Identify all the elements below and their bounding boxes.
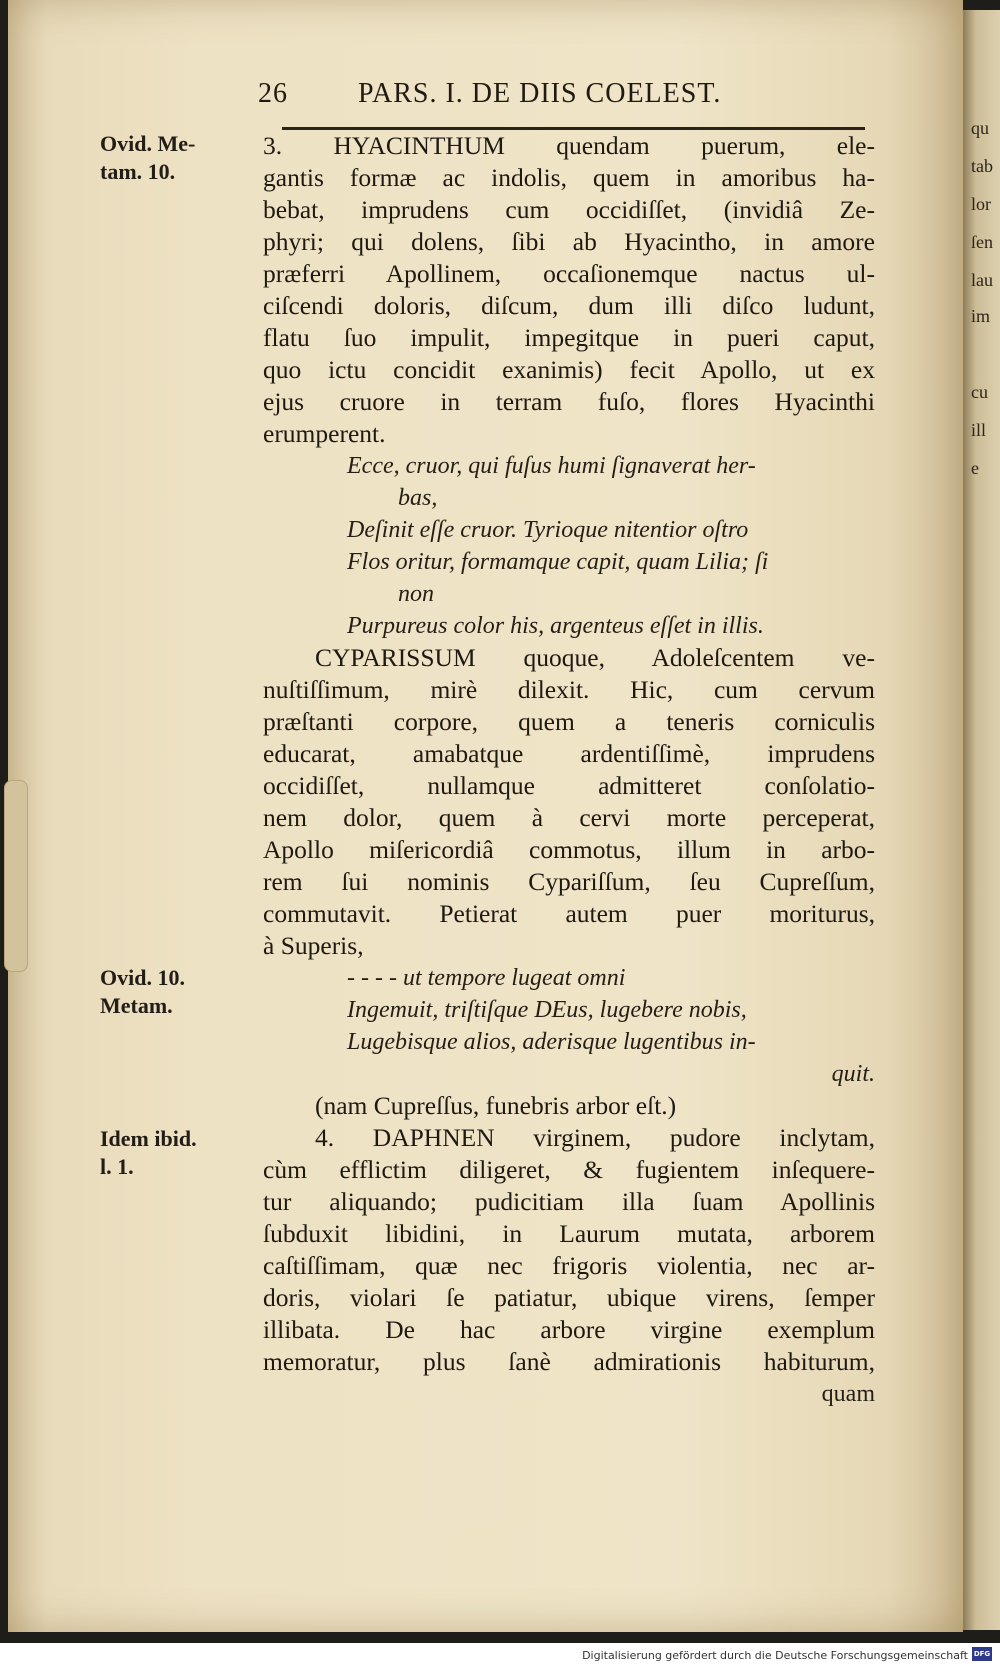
margin-note: Ovid. 10. Metam. xyxy=(100,965,185,1018)
verse-line: Ingemuit, triſtiſque DEus, lugebere nobis, xyxy=(347,997,747,1023)
text-line: doris, violari ſe patiatur, ubique virens, ſemper xyxy=(263,1283,875,1312)
verse-line: Ecce, cruor, qui fuſus humi ſignaverat her- xyxy=(347,453,756,479)
text-line: commutavit. Petierat autem puer moriturus, xyxy=(263,899,875,928)
next-page-fragment: e xyxy=(971,458,979,478)
text-line: erumperent. xyxy=(263,419,386,448)
next-page-fragment: tab xyxy=(971,156,993,176)
text-line: ciſcendi doloris, diſcum, dum illi diſco ludunt, xyxy=(263,291,875,320)
verse-line: Deſinit eſſe cruor. Tyrioque nitentior oſtro xyxy=(347,517,749,543)
margin-note: Ovid. Me- tam. 10. xyxy=(100,131,196,184)
page-tab-mark xyxy=(4,780,28,972)
text-line: nem dolor, quem à cervi morte perceperat, xyxy=(263,803,875,832)
text-line: gantis formæ ac indolis, quem in amoribus ha- xyxy=(263,163,875,192)
verse-line: non xyxy=(398,581,434,607)
text-line: memoratur, plus ſanè admirationis habiturum, xyxy=(263,1347,875,1376)
digitization-credit: Digitalisierung gefördert durch die Deutsche Forschungsgemeinschaft xyxy=(582,1649,968,1662)
running-head xyxy=(258,78,818,110)
next-page-fragment: ſen xyxy=(971,232,993,252)
text-line: cùm efflictim diligeret, & fugientem inſequere- xyxy=(263,1155,875,1184)
text-line: 3. HYACINTHUM quendam puerum, ele- xyxy=(263,131,875,160)
text-line: caſtiſſimam, quæ nec frigoris violentia, nec ar- xyxy=(263,1251,875,1280)
text-line: CYPARISSUM quoque, Adoleſcentem ve- xyxy=(315,643,875,672)
running-title: PARS. I. DE DIIS COELEST. xyxy=(358,78,722,109)
verse-line: Flos oritur, formamque capit, quam Lilia; ſi xyxy=(347,549,769,575)
text-line: bebat, imprudens cum occidiſſet, (invidiâ Ze- xyxy=(263,195,875,224)
text-line: tur aliquando; pudicitiam illa ſuam Apollinis xyxy=(263,1187,875,1216)
text-line: phyri; qui dolens, ſibi ab Hyacintho, in amore xyxy=(263,227,875,256)
text-line: quo ictu concidit exanimis) fecit Apollo, ut ex xyxy=(263,355,875,384)
body-text xyxy=(263,130,875,1410)
text-line: occidiſſet, nullamque admitteret conſolatio- xyxy=(263,771,875,800)
text-line: rem ſui nominis Cypariſſum, ſeu Cupreſſum, xyxy=(263,867,875,896)
text-line: præferri Apollinem, occaſionemque nactus ul- xyxy=(263,259,875,288)
text-line: flatu ſuo impulit, impegitque in pueri caput, xyxy=(263,323,875,352)
next-page-fragment: lor xyxy=(971,194,991,214)
text-line: educarat, amabatque ardentiſſimè, imprudens xyxy=(263,739,875,768)
next-page-fragment: lau xyxy=(971,270,993,290)
dfg-logo: DFG xyxy=(972,1647,992,1661)
verse-line: - - - - ut tempore lugeat omni xyxy=(347,965,626,991)
text-line: nuſtiſſimum, mirè dilexit. Hic, cum cervum xyxy=(263,675,875,704)
page-number: 26 xyxy=(258,78,288,109)
text-line: ejus cruore in terram fuſo, flores Hyacinthi xyxy=(263,387,875,416)
margin-note: Idem ibid. l. 1. xyxy=(100,1126,197,1179)
next-page-fragment: qu xyxy=(971,118,989,138)
verse-line: Lugebisque alios, aderisque lugentibus in- xyxy=(347,1029,756,1055)
text-line: (nam Cupreſſus, funebris arbor eſt.) xyxy=(315,1091,677,1120)
next-page-fragment: cu xyxy=(971,382,988,402)
next-page-edge xyxy=(963,10,1000,1630)
catchword: quam xyxy=(821,1381,875,1407)
text-line: 4. DAPHNEN virginem, pudore inclytam, xyxy=(315,1123,875,1152)
verse-line: Purpureus color his, argenteus eſſet in illis. xyxy=(347,613,764,639)
next-page-fragment: im xyxy=(971,306,991,326)
text-line: à Superis, xyxy=(263,931,364,960)
text-line: Apollo miſericordiâ commotus, illum in arbo- xyxy=(263,835,875,864)
text-line: illibata. De hac arbore virgine exemplum xyxy=(263,1315,875,1344)
verse-line: bas, xyxy=(398,485,438,511)
text-line: ſubduxit libidini, in Laurum mutata, arborem xyxy=(263,1219,875,1248)
next-page-fragment: ill xyxy=(971,420,987,440)
verse-line: quit. xyxy=(831,1061,875,1087)
text-line: præſtanti corpore, quem a teneris corniculis xyxy=(263,707,875,736)
